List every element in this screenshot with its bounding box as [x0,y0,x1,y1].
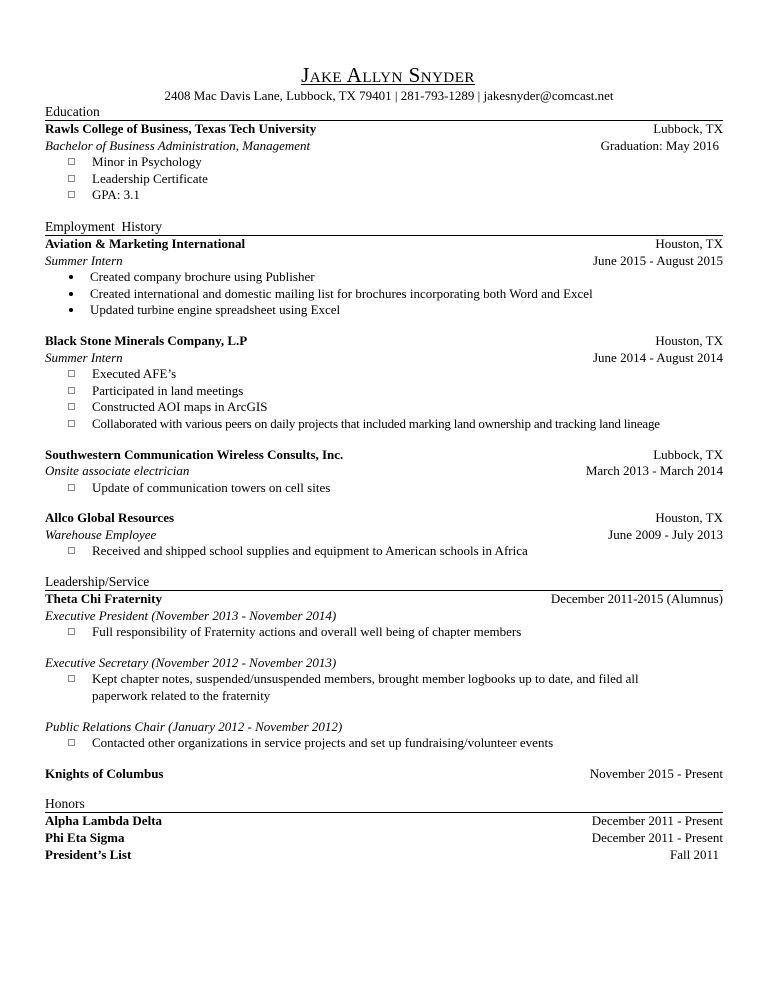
list-item: Executed AFE’s [45,366,723,383]
honor-name: Phi Eta Sigma [45,830,125,845]
organization-dates: December 2011-2015 (Alumnus) [550,591,723,607]
checkbox-bullet-icon [68,191,75,198]
organization-dates: November 2015 - Present [589,765,723,781]
list-item: Full responsibility of Fraternity actions and overall well being of chapter members [45,624,723,641]
checkbox-bullet-icon [68,420,75,427]
resume-page [45,62,723,863]
school-name: Rawls College of Business, Texas Tech University [45,121,317,136]
job-location: Houston, TX [655,332,723,348]
company-name: Southwestern Communication Wireless Consults, Inc. [45,446,344,462]
checkbox-bullet-icon [68,387,75,394]
honor-row [45,830,723,847]
job-location: Houston, TX [655,235,723,251]
company-name: Black Stone Minerals Company, L.P [45,332,248,348]
role-title: Executive Secretary (November 2012 - November 2013) [45,654,337,670]
list-item: Received and shipped school supplies and equipment to American schools in Africa [45,543,723,560]
leadership-heading: Leadership/Service [45,574,723,591]
company-name: Aviation & Marketing International [45,235,246,251]
checkbox-bullet-icon [68,547,75,554]
checkbox-bullet-icon [68,739,75,746]
job-dates: June 2009 - July 2013 [608,526,723,542]
graduation-date: Graduation: May 2016 [600,137,719,153]
employment-section [45,219,723,560]
leadership-section [45,574,723,782]
list-item: Constructed AOI maps in ArcGIS [45,399,723,416]
list-item: Update of communication towers on cell sites [45,480,723,497]
job-entry [45,236,723,319]
role-title: Executive President (November 2013 - November 2014) [45,607,337,623]
list-item: GPA: 3.1 [45,187,723,204]
job-dates: March 2013 - March 2014 [585,463,723,479]
list-item: Minor in Psychology [45,154,723,171]
job-role: Summer Intern [45,349,123,365]
checkbox-bullet-icon [68,628,75,635]
honor-dates: December 2011 - Present [591,830,723,845]
honors-heading: Honors [45,796,723,813]
checkbox-bullet-icon [68,403,75,410]
checkbox-bullet-icon [68,175,75,182]
list-item: Created company brochure using Publisher [45,269,723,286]
honors-section [45,796,723,863]
degree: Bachelor of Business Administration, Management [45,137,311,153]
bullet-dot-icon [69,292,73,296]
school-location: Lubbock, TX [653,121,723,136]
employment-heading: Employment History [45,219,723,236]
list-item: Participated in land meetings [45,383,723,400]
honor-dates: Fall 2011 [670,846,719,862]
honor-dates: December 2011 - Present [591,813,723,829]
education-heading: Education [45,104,723,121]
honor-row [45,813,723,830]
organization-name: Theta Chi Fraternity [45,591,162,607]
job-entry [45,510,723,560]
job-location: Houston, TX [655,510,723,526]
job-role: Warehouse Employee [45,526,157,542]
list-item: Kept chapter notes, suspended/unsuspended members, brought member logbooks up to date, and filed all paperwork related to the fraternity [45,671,723,704]
candidate-name: Jake Allyn Snyder [301,63,475,87]
bullet-dot-icon [69,308,73,312]
job-role: Summer Intern [45,252,123,268]
honor-name: President’s List [45,846,132,862]
honor-name: Alpha Lambda Delta [45,813,163,829]
checkbox-bullet-icon [68,370,75,377]
list-item: Created international and domestic mailing list for brochures incorporating both Word and Excel [45,286,723,303]
company-name: Allco Global Resources [45,510,175,526]
job-dates: June 2015 - August 2015 [593,252,723,268]
job-entry [45,333,723,433]
honor-row [45,847,723,864]
contact-line: 2408 Mac Davis Lane, Lubbock, TX 79401 | 281-793-1289 | jakesnyder@comcast.net [164,88,614,103]
education-section [45,104,723,204]
list-item: Updated turbine engine spreadsheet using Excel [45,302,723,319]
role-title: Public Relations Chair (January 2012 - November 2012) [45,718,343,734]
job-location: Lubbock, TX [653,446,723,462]
list-item: Leadership Certificate [45,171,723,188]
list-item: Contacted other organizations in service projects and set up fundraising/volunteer events [45,735,723,752]
bullet-dot-icon [69,275,73,279]
list-item: Collaborated with various peers on daily projects that included marking land ownership and tracking land lineage [45,416,723,433]
job-role: Onsite associate electrician [45,463,190,479]
job-dates: June 2014 - August 2014 [593,349,723,365]
checkbox-bullet-icon [68,484,75,491]
checkbox-bullet-icon [68,158,75,165]
checkbox-bullet-icon [68,675,75,682]
job-entry [45,447,723,497]
organization-name: Knights of Columbus [45,765,164,781]
